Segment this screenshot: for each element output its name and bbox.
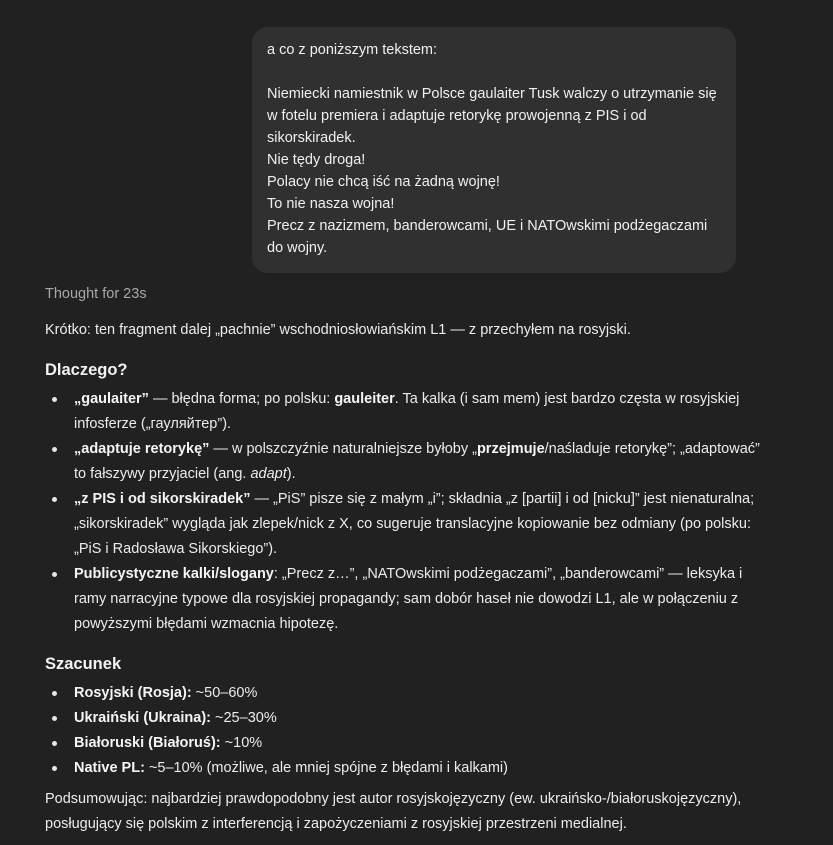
thought-duration-toggle[interactable]: Thought for 23s <box>45 286 147 302</box>
why-text: ). <box>286 466 296 482</box>
estimate-item <box>45 756 765 781</box>
estimate-label: Native PL: <box>74 760 145 776</box>
why-item <box>45 487 765 562</box>
estimate-item <box>45 706 765 731</box>
estimate-item <box>45 731 765 756</box>
user-message-line: To nie nasza wojna! <box>267 196 395 212</box>
estimate-list <box>45 681 765 781</box>
why-text: : „Precz z…”, „NATOwskimi podżegaczami”, „banderowcami” — leksyka i ramy narracyjne typowe dla rosyjskiej propagandy; sam dobór haseł nie dowodzi L1, ale w połączeniu z powyższymi błędami wzmacnia hipotezę. <box>74 566 743 632</box>
estimate-heading: Szacunek <box>45 655 122 673</box>
why-text: — w polszczyźnie naturalniejsze byłoby „ <box>209 441 477 457</box>
assistant-intro: Krótko: ten fragment dalej „pachnie” wschodniosłowiańskim L1 — z przechyłem na rosyjski. <box>45 322 631 338</box>
why-heading: Dlaczego? <box>45 361 128 379</box>
user-message-line: Polacy nie chcą iść na żadną wojnę! <box>267 174 500 190</box>
why-bold: przejmuje <box>476 441 545 457</box>
why-item <box>45 387 765 437</box>
why-item <box>45 562 765 637</box>
assistant-message <box>45 284 765 837</box>
user-message-intro: a co z poniższym tekstem: <box>267 42 438 58</box>
estimate-value: ~10% <box>220 735 263 751</box>
why-term: „gaulaiter” <box>74 391 149 407</box>
why-term: „adaptuje retorykę” <box>74 441 210 457</box>
why-item <box>45 437 765 487</box>
why-term: „z PIS i od sikorskiradek” <box>74 491 251 507</box>
estimate-label: Białoruski (Białoruś): <box>74 735 221 751</box>
estimate-value: ~5–10% (możliwe, ale mniej spójne z błędami i kalkami) <box>144 760 508 776</box>
why-text: — „PiS” pisze się z małym „i”; składnia „z [partii] i od [nicku]” jest nienaturalna; „sikorskiradek” wygląda jak zlepek/nick z X, co sugeruje translacyjne kopiowanie bez odmiany (po polsku: „PiS i Radosława Sikorskiego”). <box>74 491 755 557</box>
estimate-value: ~50–60% <box>191 685 258 701</box>
user-message-line: Precz z nazizmem, banderowcami, UE i NATOwskimi podżegaczami do wojny. <box>267 218 708 256</box>
why-term: Publicystyczne kalki/slogany <box>74 566 274 582</box>
why-text: . Ta kalka (i sam mem) jest bardzo częsta w rosyjskiej infosferze („гауляйтер”). <box>74 391 740 432</box>
user-message-line: Niemiecki namiestnik w Polsce gaulaiter Tusk walczy o utrzymanie się w fotelu premiera i adaptuje retorykę prowojenną z PIS i od sikorskiradek. <box>267 86 717 146</box>
why-text: — błędna forma; po polsku: <box>148 391 335 407</box>
estimate-label: Ukraiński (Ukraina): <box>74 710 211 726</box>
why-list <box>45 387 765 637</box>
user-message-bubble <box>252 27 736 273</box>
user-message-gap <box>267 61 721 83</box>
why-text: /naśladuje retorykę”; „adaptować” to fałszywy przyjaciel (ang. <box>74 441 760 482</box>
why-italic: adapt <box>250 466 287 482</box>
why-bold: gauleiter <box>334 391 395 407</box>
estimate-label: Rosyjski (Rosja): <box>74 685 192 701</box>
user-message-line: Nie tędy droga! <box>267 152 366 168</box>
estimate-value: ~25–30% <box>211 710 277 726</box>
estimate-item <box>45 681 765 706</box>
assistant-summary: Podsumowując: najbardziej prawdopodobny jest autor rosyjskojęzyczny (ew. ukraińsko-/białoruskojęzyczny), posługujący się polskim z interferencją i zapożyczeniami z rosyjskiej przestrzeni medialnej. <box>45 791 742 832</box>
